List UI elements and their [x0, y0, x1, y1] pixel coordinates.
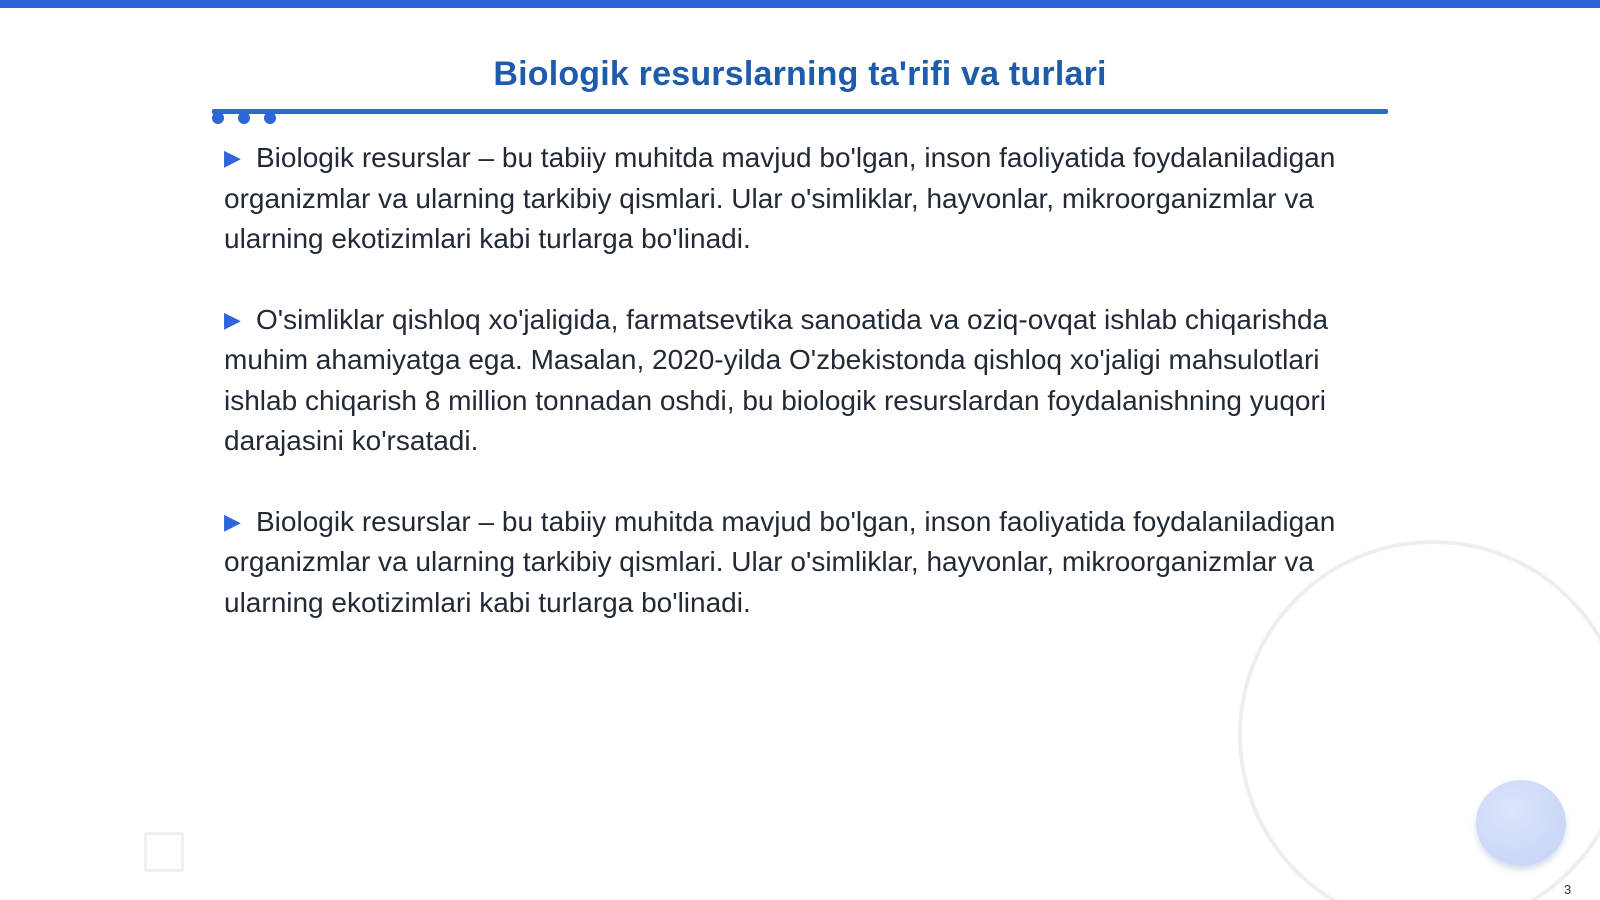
bullet-item: [224, 138, 1384, 260]
triangle-bullet-icon: ▶: [224, 306, 241, 332]
bullet-item: [224, 502, 1384, 624]
page-number: 3: [1564, 882, 1572, 897]
triangle-bullet-icon: ▶: [224, 145, 241, 170]
bullet-text: O'simliklar qishloq xo'jaligida, farmatsevtika sanoatida va oziq-ovqat ishlab chiqarishda muhim ahamiyatga ega. Masalan, 2020-yilda O'zbekistonda qishloq xo'jaligi mahsulotlari ishlab chiqarish 8 million tonnadan oshdi, bu biologik resurslardan foydalanishning yuqori darajasini ko'rsatadi.: [224, 303, 1329, 456]
decorative-dot: [238, 112, 250, 124]
top-accent-bar: [0, 0, 1600, 8]
title-dots-decoration: [212, 112, 276, 124]
title-underline: [212, 109, 1388, 114]
bullet-text: Biologik resurslar – bu tabiiy muhitda mavjud bo'lgan, inson faoliyatida foydalaniladigan organizmlar va ularning tarkibiy qismlari. Ular o'simliklar, hayvonlar, mikroorganizmlar va ularning ekotizimlari kabi turlarga bo'linadi.: [224, 505, 1336, 618]
decorative-dot: [212, 112, 224, 124]
decorative-blue-circle: [1476, 780, 1566, 866]
slide-title: Biologik resurslarning ta'rifi va turlari: [493, 55, 1107, 93]
slide-content: [224, 138, 1384, 663]
bullet-item: [224, 300, 1384, 462]
triangle-bullet-icon: ▶: [224, 508, 241, 534]
bullet-text: Biologik resurslar – bu tabiiy muhitda mavjud bo'lgan, inson faoliyatida foydalaniladigan organizmlar va ularning tarkibiy qismlari. Ular o'simliklar, hayvonlar, mikroorganizmlar va ularning ekotizimlari kabi turlarga bo'linadi.: [224, 142, 1336, 254]
decorative-dot: [264, 112, 276, 124]
decorative-square: [144, 832, 184, 872]
